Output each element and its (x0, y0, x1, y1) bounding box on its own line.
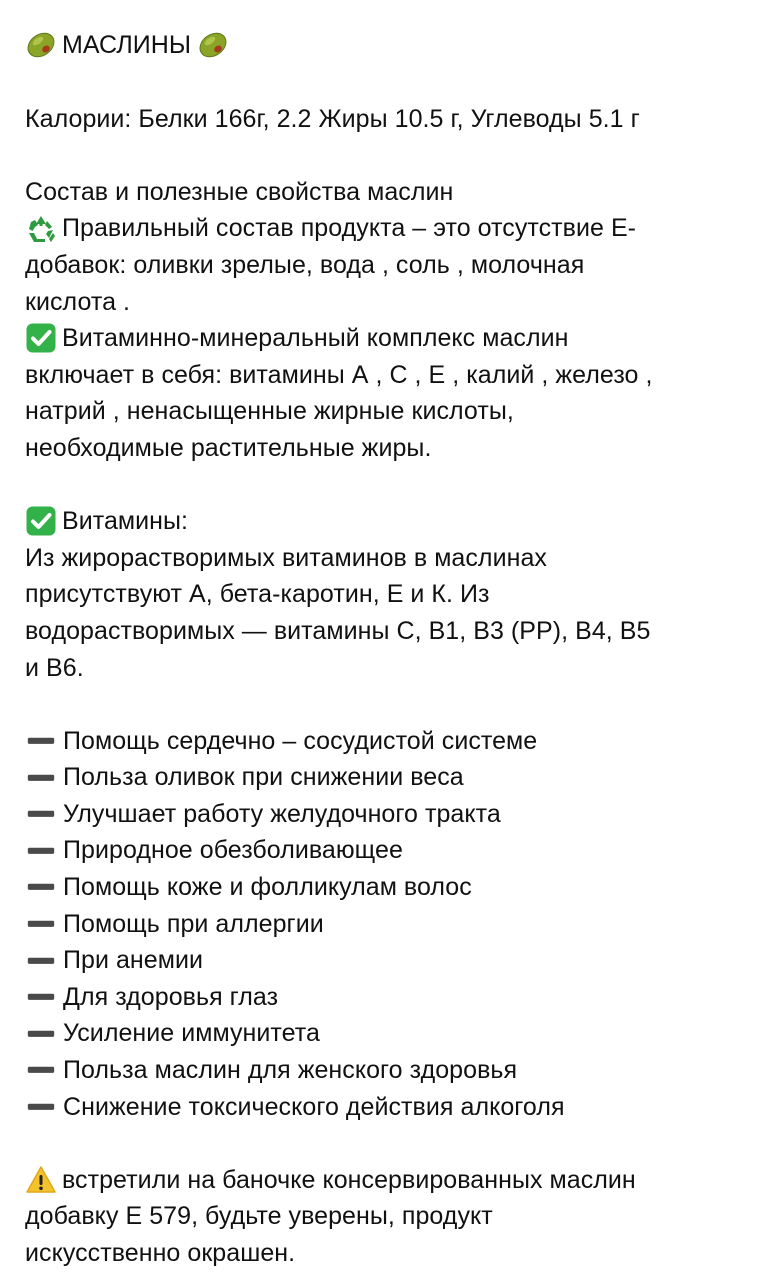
recycle-icon (25, 213, 57, 245)
vitamins-line: Из жирорастворимых витаминов в маслинах (25, 543, 547, 572)
heavy-minus-icon (25, 945, 59, 977)
benefit-text: Для здоровья глаз (63, 982, 279, 1011)
heavy-minus-icon (25, 1018, 59, 1050)
heavy-minus-icon (25, 725, 59, 757)
benefit-item (25, 1089, 737, 1126)
benefit-text: Польза маслин для женского здоровья (63, 1056, 518, 1085)
calories-line: Калории: Белки 166г, 2.2 Жиры 10.5 г, Углеводы 5.1 г (25, 104, 640, 133)
spacer (25, 137, 737, 174)
spacer (25, 467, 737, 504)
benefit-text: Помощь коже и фолликулам волос (63, 873, 472, 902)
olive-icon (197, 29, 229, 61)
vitamins-line: и В6. (25, 653, 84, 682)
title-line (25, 26, 737, 64)
benefit-text: Снижение токсического действия алкоголя (63, 1092, 565, 1121)
vitamins-line: присутствуют А, бета-каротин, Е и К. Из (25, 580, 490, 609)
composition-line: добавок: оливки зрелые, вода , соль , молочная (25, 250, 585, 279)
benefit-text: Улучшает работу желудочного тракта (63, 799, 501, 828)
benefit-item (25, 906, 737, 943)
benefit-text: Помощь при аллергии (63, 909, 324, 938)
composition-heading: Состав и полезные свойства маслин (25, 177, 454, 206)
warning-line: искусственно окрашен. (25, 1239, 296, 1267)
vitamins-heading: Витамины: (62, 507, 189, 536)
heavy-minus-icon (25, 762, 59, 794)
heavy-minus-icon (25, 981, 59, 1013)
benefit-text: Природное обезболивающее (63, 836, 403, 865)
vitamin-complex-text: Витаминно-минеральный комплекс маслин (62, 324, 569, 353)
benefit-item (25, 942, 737, 979)
vitamin-complex-line: необходимые растительные жиры. (25, 433, 432, 462)
heavy-minus-icon (25, 1054, 59, 1086)
vitamins-heading-line (25, 503, 737, 540)
heavy-minus-icon (25, 835, 59, 867)
vitamin-complex-line: включает в себя: витамины А , С , Е , калий , железо , (25, 360, 653, 389)
benefit-item (25, 796, 737, 833)
benefit-text: Помощь сердечно – сосудистой системе (63, 726, 538, 755)
warning-line (25, 1162, 737, 1199)
heavy-minus-icon (25, 908, 59, 940)
heavy-minus-icon (25, 871, 59, 903)
benefit-item (25, 723, 737, 760)
warning-icon (25, 1164, 57, 1196)
vitamin-complex-line: натрий , ненасыщенные жирные кислоты, (25, 397, 514, 426)
spacer (25, 1125, 737, 1162)
vitamins-line: водорастворимых — витамины С, В1, В3 (РР), В4, В5 (25, 616, 651, 645)
page-title: МАСЛИНЫ (62, 30, 192, 59)
benefit-item (25, 1015, 737, 1052)
benefit-item (25, 1052, 737, 1089)
composition-line (25, 210, 737, 247)
olive-icon (25, 29, 57, 61)
benefit-item (25, 869, 737, 906)
spacer (25, 64, 737, 101)
warning-line: добавку Е 579, будьте уверены, продукт (25, 1202, 493, 1231)
check-mark-icon (25, 505, 57, 537)
composition-text: Правильный состав продукта – это отсутствие Е- (62, 214, 637, 243)
check-mark-icon (25, 322, 57, 354)
benefit-item (25, 979, 737, 1016)
benefit-text: Усиление иммунитета (63, 1019, 320, 1048)
spacer (25, 686, 737, 723)
heavy-minus-icon (25, 798, 59, 830)
warning-text: встретили на баночке консервированных маслин (62, 1165, 636, 1194)
benefit-text: Польза оливок при снижении веса (63, 763, 464, 792)
benefit-text: При анемии (63, 946, 204, 975)
heavy-minus-icon (25, 1091, 59, 1123)
vitamin-complex-line (25, 320, 737, 357)
benefit-item (25, 759, 737, 796)
composition-line: кислота . (25, 287, 131, 316)
benefits-list (25, 723, 737, 1126)
benefit-item (25, 832, 737, 869)
